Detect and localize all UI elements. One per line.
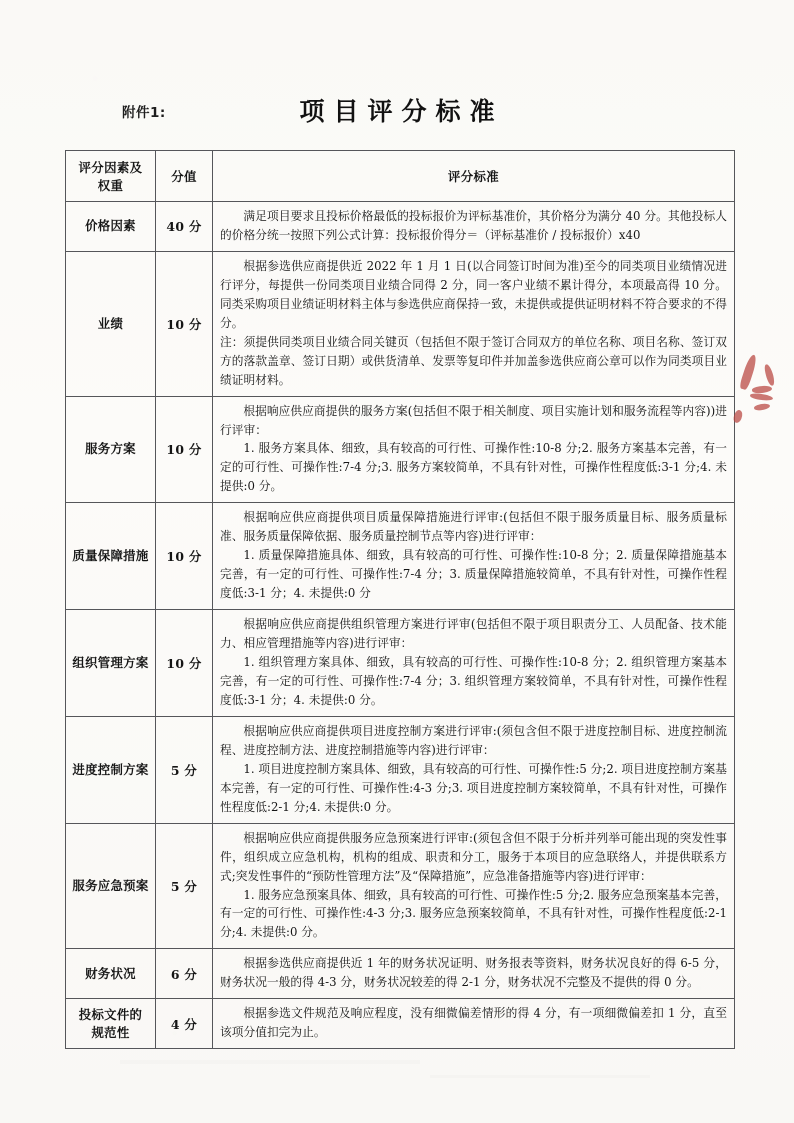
row-factor-label: 服务应急预案 xyxy=(66,823,156,949)
row-factor-label: 进度控制方案 xyxy=(66,716,156,823)
table-row xyxy=(66,503,735,610)
row-criteria-text xyxy=(213,251,735,396)
criteria-paragraph: 根据响应供应商提供项目质量保障措施进行评审:(包括但不限于服务质量目标、服务质量标准、服务质量保障依据、服务质量控制节点等内容)进行评审： xyxy=(220,510,727,544)
column-header-points: 分值 xyxy=(156,151,213,202)
row-criteria-text xyxy=(213,610,735,717)
row-points-value: 10 分 xyxy=(156,251,213,396)
criteria-paragraph: 根据响应供应商提供项目进度控制方案进行评审:(须包含但不限于进度控制目标、进度控制流程、进度控制方法、进度控制措施等内容)进行评审： xyxy=(220,723,727,757)
column-header-factor-line1: 评分因素及 xyxy=(78,160,143,175)
table-header-row xyxy=(66,151,735,202)
criteria-paragraph: 1. 质量保障措施具体、细致，具有较高的可行性、可操作性:10-8 分；2. 质量保障措施基本完善，有一定的可行性、可操作性:7-4 分；3. 质量保障措施较简单，不具有针对性，可操作性程度低:3-1 分；4. 未提供:0 分 xyxy=(220,548,727,601)
table-row xyxy=(66,610,735,717)
row-factor-label: 质量保障措施 xyxy=(66,503,156,610)
row-points-value: 10 分 xyxy=(156,610,213,717)
criteria-paragraph: 1. 服务应急预案具体、细致，具有较高的可行性、可操作性:5 分;2. 服务应急预案基本完善，有一定的可行性、可操作性:4-3 分;3. 服务应急预案较简单，不具有针对性，可操作性程度低:2-1 分;4. 未提供:0 分。 xyxy=(220,887,727,940)
table-row xyxy=(66,716,735,823)
criteria-paragraph: 注：须提供同类项目业绩合同关键页（包括但不限于签订合同双方的单位名称、项目名称、签订双方的落款盖章、签订日期）或供货清单、发票等复印件并加盖参选供应商公章可以作为同类项目业绩证明材料。 xyxy=(220,334,727,387)
row-points-value: 40 分 xyxy=(156,202,213,252)
criteria-paragraph: 满足项目要求且投标价格最低的投标报价为评标基准价，其价格分为满分 40 分。其他投标人的价格分统一按照下列公式计算：投标报价得分＝（评标基准价 / 投标报价）x40 xyxy=(220,209,727,242)
seal-stroke xyxy=(739,353,759,390)
row-criteria-text xyxy=(213,949,735,999)
row-factor-label: 组织管理方案 xyxy=(66,610,156,717)
scoring-criteria-table-wrapper xyxy=(65,150,734,1049)
row-points-value: 10 分 xyxy=(156,503,213,610)
row-factor-label xyxy=(66,999,156,1049)
seal-stroke xyxy=(750,393,774,401)
row-factor-label-line1: 投标文件的 xyxy=(78,1006,143,1022)
column-header-factor-line2: 权重 xyxy=(97,178,124,193)
attachment-label: 附件1: xyxy=(122,105,166,121)
row-points-value: 4 分 xyxy=(156,999,213,1049)
row-points-value: 6 分 xyxy=(156,949,213,999)
table-row xyxy=(66,251,735,396)
criteria-paragraph: 根据响应供应商提供服务应急预案进行评审:(须包含但不限于分析并列举可能出现的突发性事件，组织成立应急机构，机构的组成、职责和分工，服务于本项目的应急联络人，并提供联系方式;突发性事件的“预防性管理方法”及“保障措施”，应急准备措施等内容)进行评审： xyxy=(220,830,727,883)
seal-stroke xyxy=(754,402,771,411)
table-row xyxy=(66,396,735,503)
document-header xyxy=(0,92,794,138)
row-criteria-text xyxy=(213,396,735,503)
table-row xyxy=(66,202,735,252)
row-factor-label: 价格因素 xyxy=(66,202,156,252)
seal-stroke xyxy=(752,385,773,395)
table-body xyxy=(66,202,735,1049)
scan-artifact xyxy=(120,1060,420,1064)
criteria-paragraph: 根据参选供应商提供近 1 年的财务状况证明、财务报表等资料，财务状况良好的得 6-5 分，财务状况一般的得 4-3 分，财务状况较差的得 2-1 分，财务状况不完整及不提供的得 0 分。 xyxy=(220,956,727,990)
scoring-criteria-table xyxy=(65,150,735,1049)
row-factor-label: 业绩 xyxy=(66,251,156,396)
table-row xyxy=(66,823,735,949)
criteria-paragraph: 1. 组织管理方案具体、细致，具有较高的可行性、可操作性:10-8 分；2. 组织管理方案基本完善，有一定的可行性、可操作性:7-4 分；3. 组织管理方案较简单，不具有针对性，可操作性程度低:3-1 分；4. 未提供:0 分。 xyxy=(220,655,727,707)
row-criteria-text xyxy=(213,716,735,823)
criteria-paragraph: 根据响应供应商提供组织管理方案进行评审(包括但不限于项目职责分工、人员配备、技术能力、相应管理措施等内容)进行评审： xyxy=(220,617,727,651)
row-points-value: 10 分 xyxy=(156,396,213,503)
criteria-paragraph: 根据参选供应商提供近 2022 年 1 月 1 日(以合同签订时间为准)至今的同类项目业绩情况进行评分，每提供一份同类项目业绩合同得 2 分，同一客户业绩不累计得分，本项最高得 10 分。同类采购项目业绩证明材料主体与参选供应商保持一致，未提供或提供证明材料不符合要求的不得分。 xyxy=(220,258,727,330)
row-factor-label: 服务方案 xyxy=(66,396,156,503)
row-criteria-text xyxy=(213,202,735,252)
table-header xyxy=(66,151,735,202)
criteria-paragraph: 根据参选文件规范及响应程度，没有细微偏差情形的得 4 分，有一项细微偏差扣 1 分，直至该项分值扣完为止。 xyxy=(220,1006,727,1040)
page-title: 项目评分标准 xyxy=(299,97,504,126)
table-row xyxy=(66,999,735,1049)
criteria-paragraph: 1. 项目进度控制方案具体、细致，具有较高的可行性、可操作性:5 分;2. 项目进度控制方案基本完善，有一定的可行性、可操作性:4-3 分;3. 项目进度控制方案较简单，不具有针对性，可操作性程度低:2-1 分;4. 未提供:0 分。 xyxy=(220,761,727,814)
scan-artifact xyxy=(430,1075,650,1078)
row-factor-label-line2: 规范性 xyxy=(91,1024,130,1040)
column-header-criteria: 评分标准 xyxy=(213,151,735,202)
criteria-paragraph: 1. 服务方案具体、细致，具有较高的可行性、可操作性:10-8 分;2. 服务方案基本完善，有一定的可行性、可操作性:7-4 分;3. 服务方案较简单，不具有针对性，可操作性程度低:3-1 分;4. 未提供:0 分。 xyxy=(220,441,727,494)
seal-stroke xyxy=(763,363,775,386)
criteria-paragraph: 根据响应供应商提供的服务方案(包括但不限于相关制度、项目实施计划和服务流程等内容))进行评审： xyxy=(220,403,727,437)
row-points-value: 5 分 xyxy=(156,823,213,949)
row-criteria-text xyxy=(213,999,735,1049)
column-header-factor xyxy=(66,151,156,202)
row-points-value: 5 分 xyxy=(156,716,213,823)
red-official-seal-fragment xyxy=(730,352,792,424)
row-criteria-text xyxy=(213,503,735,610)
row-criteria-text xyxy=(213,823,735,949)
table-row xyxy=(66,949,735,999)
row-factor-label: 财务状况 xyxy=(66,949,156,999)
